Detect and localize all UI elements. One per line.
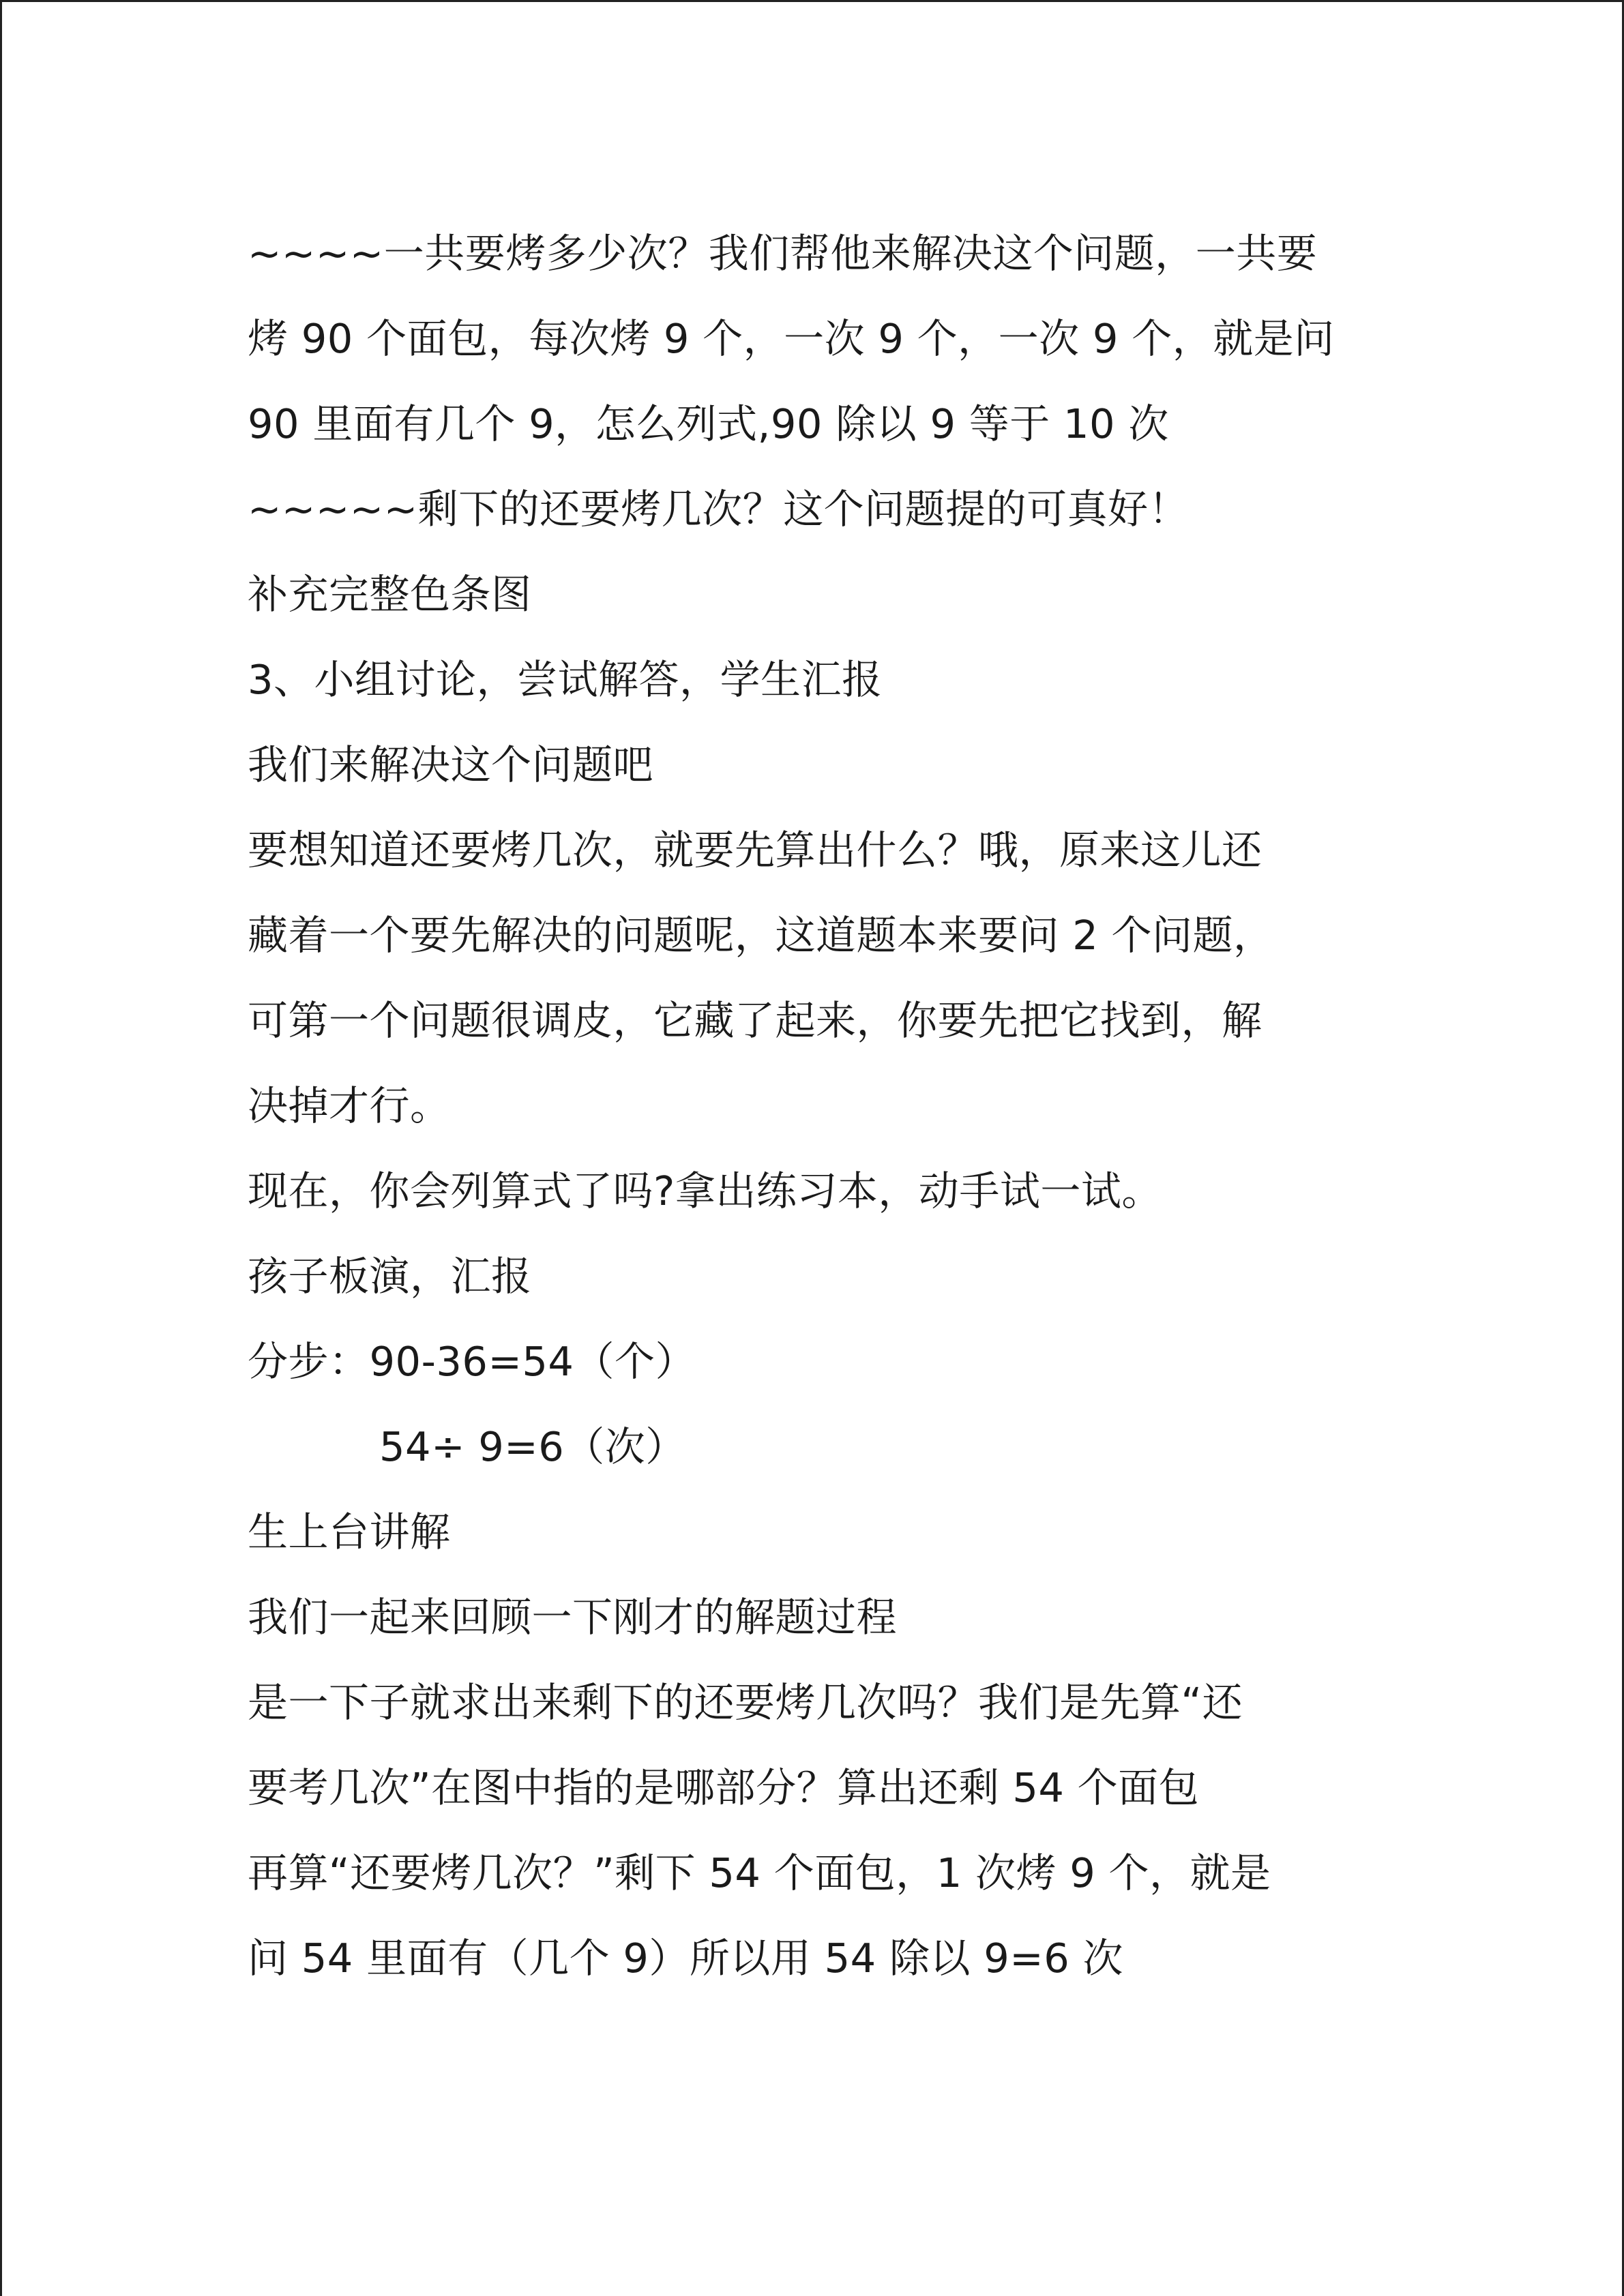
text-line: 是一下子就求出来剩下的还要烤几次吗？我们是先算“还	[248, 1679, 1243, 1726]
text-line: 要考几次”在图中指的是哪部分？算出还剩 54 个面包	[248, 1764, 1200, 1811]
text-line: ~~~~一共要烤多少次？我们帮他来解决这个问题，一共要	[248, 230, 1318, 277]
text-line: ~~~~~剩下的还要烤几次？这个问题提的可真好！	[248, 486, 1190, 533]
text-line: 烤 90 个面包，每次烤 9 个，一次 9 个，一次 9 个，就是问	[248, 315, 1335, 362]
text-line: 生上台讲解	[248, 1508, 451, 1555]
text-line: 问 54 里面有（几个 9）所以用 54 除以 9=6 次	[248, 1935, 1123, 1982]
text-line: 54÷ 9=6（次）	[379, 1423, 686, 1470]
text-line: 我们来解决这个问题吧	[248, 741, 654, 788]
text-line: 现在，你会列算式了吗?拿出练习本，动手试一试。	[248, 1167, 1162, 1214]
text-line: 要想知道还要烤几次，就要先算出什么？哦，原来这儿还	[248, 826, 1263, 874]
text-line: 分步：90-36=54（个）	[248, 1338, 696, 1385]
text-line: 决掉才行。	[248, 1082, 451, 1129]
text-line: 90 里面有几个 9，怎么列式,90 除以 9 等于 10 次	[248, 400, 1169, 447]
text-line: 可第一个问题很调皮，它藏了起来，你要先把它找到，解	[248, 997, 1263, 1044]
document-body	[248, 211, 1380, 2001]
text-line: 我们一起来回顾一下刚才的解题过程	[248, 1594, 898, 1641]
text-line: 藏着一个要先解决的问题呢，这道题本来要问 2 个问题，	[248, 912, 1274, 959]
text-line: 3、小组讨论，尝试解答，学生汇报	[248, 656, 883, 703]
text-line: 孩子板演，汇报	[248, 1253, 532, 1300]
text-line: 再算“还要烤几次？”剩下 54 个面包，1 次烤 9 个，就是	[248, 1849, 1271, 1896]
text-line: 补充完整色条图	[248, 571, 532, 618]
